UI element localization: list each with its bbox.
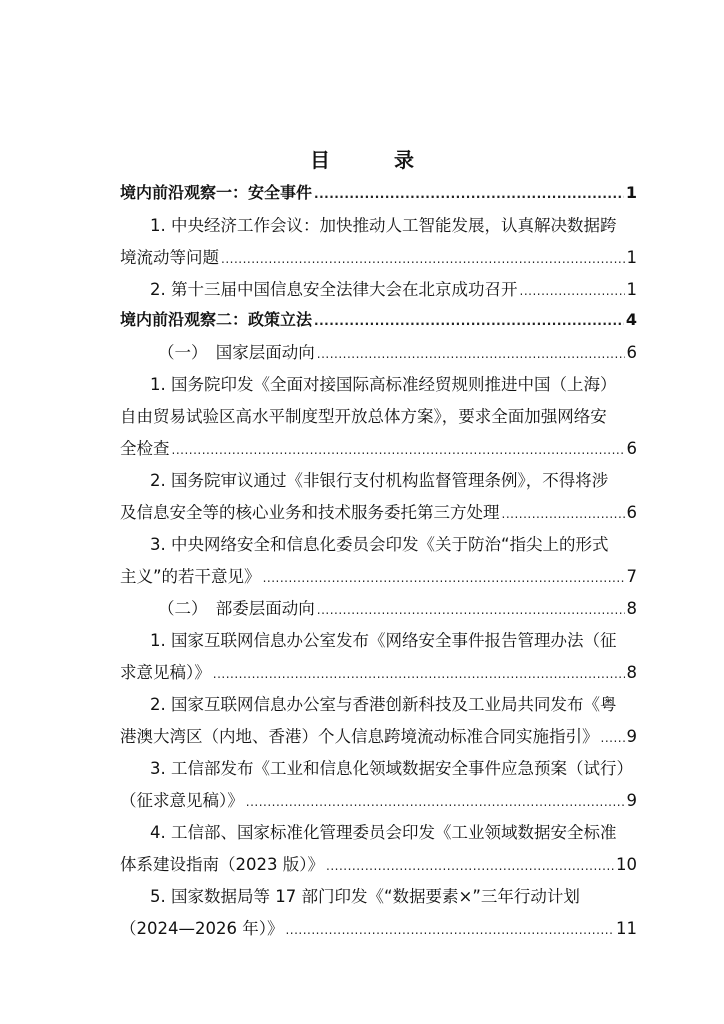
- toc-entry-text: （征求意见稿）》: [120, 791, 244, 810]
- toc-entry-text: （一） 国家层面动向: [158, 343, 315, 362]
- toc-leader-dots: [317, 603, 625, 617]
- toc-entry-line[interactable]: [120, 883, 637, 907]
- toc-entry-text: 3. 中央网络安全和信息化委员会印发《关于防治“指尖上的形式: [150, 535, 609, 554]
- toc-entry-text: 2. 国家互联网信息办公室与香港创新科技及工业局共同发布《粤: [150, 695, 617, 714]
- toc-page-number: 9: [626, 727, 637, 746]
- toc-entry-section-1[interactable]: [120, 180, 637, 203]
- toc-entry-line[interactable]: [120, 627, 637, 651]
- toc-leader-dots: [601, 731, 625, 745]
- toc-leader-dots: [172, 443, 625, 457]
- toc-entry-text: 体系建设指南（2023 版）》: [120, 855, 324, 874]
- toc-entry-text: （2024—2026 年）》: [120, 919, 284, 938]
- toc-subsection-national[interactable]: [120, 339, 637, 363]
- toc-entry-text: 主义”的若干意见》: [120, 567, 261, 586]
- toc-page-number: 7: [626, 567, 637, 586]
- toc-entry-text: 境内前沿观察一：安全事件: [120, 183, 313, 202]
- toc-leader-dots: [502, 507, 625, 521]
- toc-leader-dots: [520, 284, 625, 298]
- toc-entry-text: 1. 国家互联网信息办公室发布《网络安全事件报告管理办法（征: [150, 631, 617, 650]
- toc-page-number: 10: [616, 855, 637, 874]
- toc-entry-text: 境流动等问题: [120, 248, 219, 267]
- toc-leader-dots: [246, 795, 625, 809]
- toc-entry-line[interactable]: [120, 276, 637, 300]
- toc-page-number: 6: [626, 343, 637, 362]
- toc-entry-text: 自由贸易试验区高水平制度型开放总体方案》，要求全面加强网络安: [120, 407, 607, 426]
- toc-entry-line[interactable]: [120, 244, 637, 268]
- toc-entry-text: 3. 工信部发布《工业和信息化领域数据安全事件应急预案（试行）: [150, 759, 633, 778]
- toc-entry-line[interactable]: [120, 723, 637, 747]
- toc-entry-text: 1. 中央经济工作会议：加快推动人工智能发展，认真解决数据跨: [150, 216, 617, 235]
- toc-entry-line[interactable]: [120, 403, 637, 427]
- toc-page-number: 4: [625, 310, 637, 329]
- toc-entry-text: 4. 工信部、国家标准化管理委员会印发《工业领域数据安全标准: [150, 823, 617, 842]
- toc-leader-dots: [221, 252, 625, 266]
- toc-entry-section-2[interactable]: [120, 307, 637, 330]
- toc-entry-line[interactable]: [120, 531, 637, 555]
- toc-entry-text: （二） 部委层面动向: [158, 599, 315, 618]
- toc-leader-dots: [263, 571, 625, 585]
- toc-page-number: 1: [626, 280, 637, 299]
- toc-leader-dots: [326, 859, 614, 873]
- toc-page-number: 6: [626, 439, 637, 458]
- toc-entry-line[interactable]: [120, 851, 637, 875]
- toc-entry-line[interactable]: [120, 787, 637, 811]
- toc-page-number: 6: [626, 503, 637, 522]
- toc-entry-line[interactable]: [120, 691, 637, 715]
- toc-leader-dots: [317, 347, 625, 361]
- toc-page-number: 8: [626, 663, 637, 682]
- toc-entry-line[interactable]: [120, 819, 637, 843]
- toc-entry-line[interactable]: [120, 659, 637, 683]
- toc-entry-text: 港澳大湾区（内地、香港）个人信息跨境流动标准合同实施指引》: [120, 727, 599, 746]
- toc-entry-line[interactable]: [120, 915, 637, 939]
- toc-entry-line[interactable]: [120, 563, 637, 587]
- toc-leader-dots: [213, 667, 625, 681]
- toc-page-number: 11: [616, 919, 637, 938]
- toc-entry-line[interactable]: [120, 499, 637, 523]
- toc-leader-dots: [285, 923, 614, 937]
- toc-leader-dots: [314, 314, 624, 328]
- toc-leader-dots: [314, 187, 624, 201]
- toc-entry-line[interactable]: [120, 371, 637, 395]
- toc-entry-line[interactable]: [120, 755, 637, 779]
- toc-subsection-ministry[interactable]: [120, 595, 637, 619]
- toc-entry-text: 2. 第十三届中国信息安全法律大会在北京成功召开: [150, 280, 518, 299]
- toc-entry-text: 及信息安全等的核心业务和技术服务委托第三方处理: [120, 503, 500, 522]
- toc-entry-text: 全检查: [120, 439, 170, 458]
- toc-entry-text: 求意见稿）》: [120, 663, 211, 682]
- toc-entry-text: 2. 国务院审议通过《非银行支付机构监督管理条例》，不得将涉: [150, 471, 609, 490]
- toc-entry-line[interactable]: [120, 212, 637, 236]
- toc-page-number: 9: [626, 791, 637, 810]
- toc-page-number: 1: [625, 183, 637, 202]
- page-title: 目 录: [310, 148, 436, 172]
- toc-entry-text: 境内前沿观察二：政策立法: [120, 310, 313, 329]
- toc-page-number: 8: [626, 599, 637, 618]
- toc-entry-line[interactable]: [120, 435, 637, 459]
- toc-page-number: 1: [626, 248, 637, 267]
- toc-entry-text: 1. 国务院印发《全面对接国际高标准经贸规则推进中国（上海）: [150, 375, 617, 394]
- toc-entry-text: 5. 国家数据局等 17 部门印发《“数据要素×”三年行动计划: [150, 887, 580, 906]
- toc-entry-line[interactable]: [120, 467, 637, 491]
